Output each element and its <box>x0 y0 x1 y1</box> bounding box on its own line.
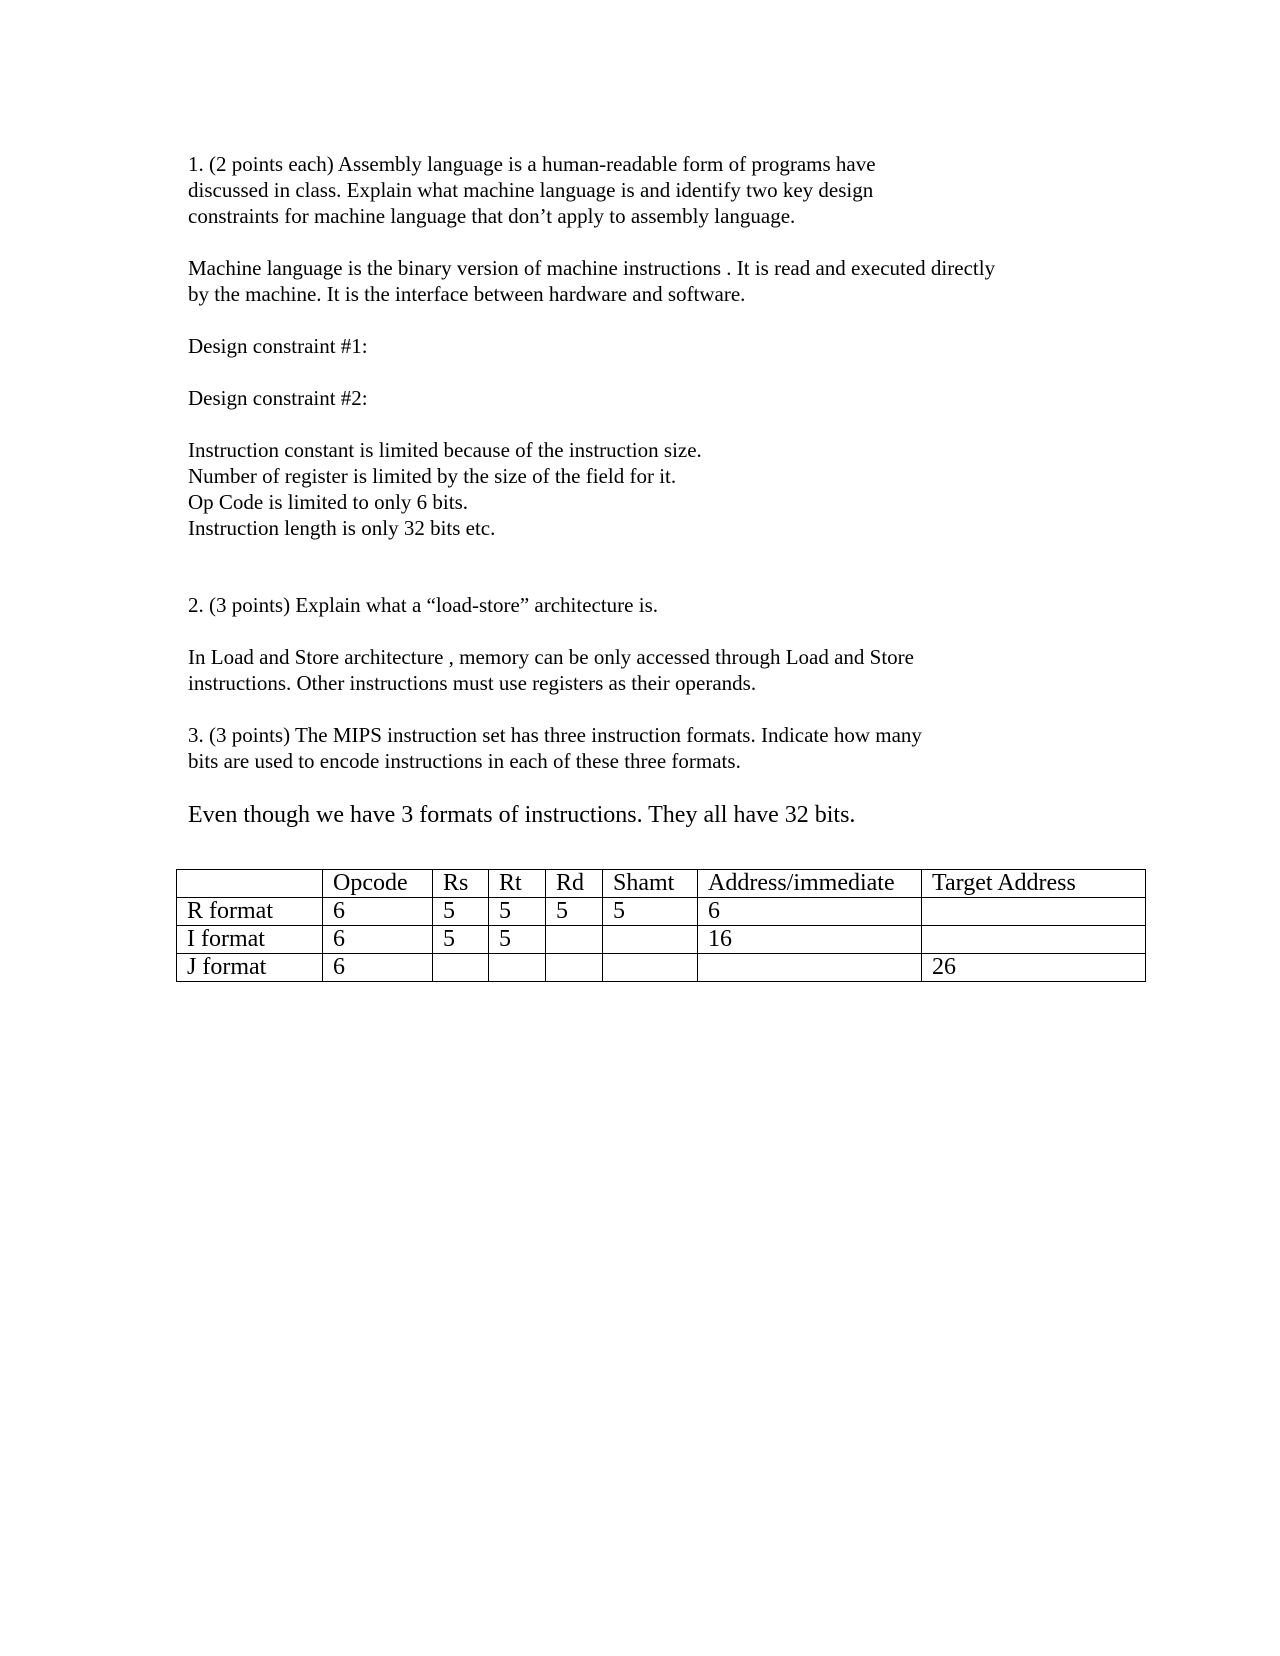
table-header-cell: Rs <box>433 870 489 898</box>
q2-answer-line-1: In Load and Store architecture , memory can be only accessed through Load and Store <box>188 645 914 669</box>
table-header-cell: Opcode <box>323 870 433 898</box>
table-cell <box>489 954 546 982</box>
table-cell <box>603 954 698 982</box>
instruction-format-table <box>176 869 1146 982</box>
table-cell <box>433 954 489 982</box>
q3-prompt-line-1: 3. (3 points) The MIPS instruction set has three instruction formats. Indicate how many <box>188 723 922 747</box>
table-header-cell: Target Address <box>922 870 1146 898</box>
table-header-cell <box>177 870 323 898</box>
table-cell <box>922 926 1146 954</box>
table-cell: 26 <box>922 954 1146 982</box>
table-cell: 5 <box>603 898 698 926</box>
table-cell <box>603 926 698 954</box>
q1-constraint-line-1: Instruction constant is limited because of the instruction size. <box>188 438 702 462</box>
q1-constraint-line-3: Op Code is limited to only 6 bits. <box>188 490 469 514</box>
q1-prompt-line-2: discussed in class. Explain what machine language is and identify two key design <box>188 178 874 202</box>
table-cell: 6 <box>323 926 433 954</box>
table-cell: 6 <box>323 898 433 926</box>
q1-constraint2-label: Design constraint #2: <box>188 386 368 410</box>
table-header-cell: Address/immediate <box>698 870 922 898</box>
q1-constraint-line-4: Instruction length is only 32 bits etc. <box>188 516 496 540</box>
table-header-cell: Rt <box>489 870 546 898</box>
table-cell: 6 <box>698 898 922 926</box>
table-cell: 16 <box>698 926 922 954</box>
q3-answer: Even though we have 3 formats of instructions. They all have 32 bits. <box>188 802 856 828</box>
q2-prompt: 2. (3 points) Explain what a “load-store” architecture is. <box>188 593 658 617</box>
table-header-row <box>177 870 1146 898</box>
table-cell: I format <box>177 926 323 954</box>
table-cell <box>922 898 1146 926</box>
table-header-cell: Shamt <box>603 870 698 898</box>
table-header-cell: Rd <box>546 870 603 898</box>
table-cell: 6 <box>323 954 433 982</box>
q3-prompt-line-2: bits are used to encode instructions in each of these three formats. <box>188 749 741 773</box>
table-cell <box>698 954 922 982</box>
q1-answer-line-2: by the machine. It is the interface between hardware and software. <box>188 282 746 306</box>
q1-constraint1-label: Design constraint #1: <box>188 334 368 358</box>
table-cell: R format <box>177 898 323 926</box>
table-cell <box>546 954 603 982</box>
table-row <box>177 898 1146 926</box>
table-cell: 5 <box>433 926 489 954</box>
table-row <box>177 954 1146 982</box>
table-row <box>177 926 1146 954</box>
table-cell: 5 <box>433 898 489 926</box>
q1-prompt-line-1: 1. (2 points each) Assembly language is a human-readable form of programs have <box>188 152 876 176</box>
q1-prompt-line-3: constraints for machine language that don’t apply to assembly language. <box>188 204 796 228</box>
table-cell: 5 <box>489 926 546 954</box>
table-cell <box>546 926 603 954</box>
table-cell: 5 <box>489 898 546 926</box>
q2-answer-line-2: instructions. Other instructions must use registers as their operands. <box>188 671 757 695</box>
q1-answer-line-1: Machine language is the binary version of machine instructions . It is read and executed directly <box>188 256 996 280</box>
table-cell: J format <box>177 954 323 982</box>
q1-constraint-line-2: Number of register is limited by the size of the field for it. <box>188 464 677 488</box>
table-cell: 5 <box>546 898 603 926</box>
